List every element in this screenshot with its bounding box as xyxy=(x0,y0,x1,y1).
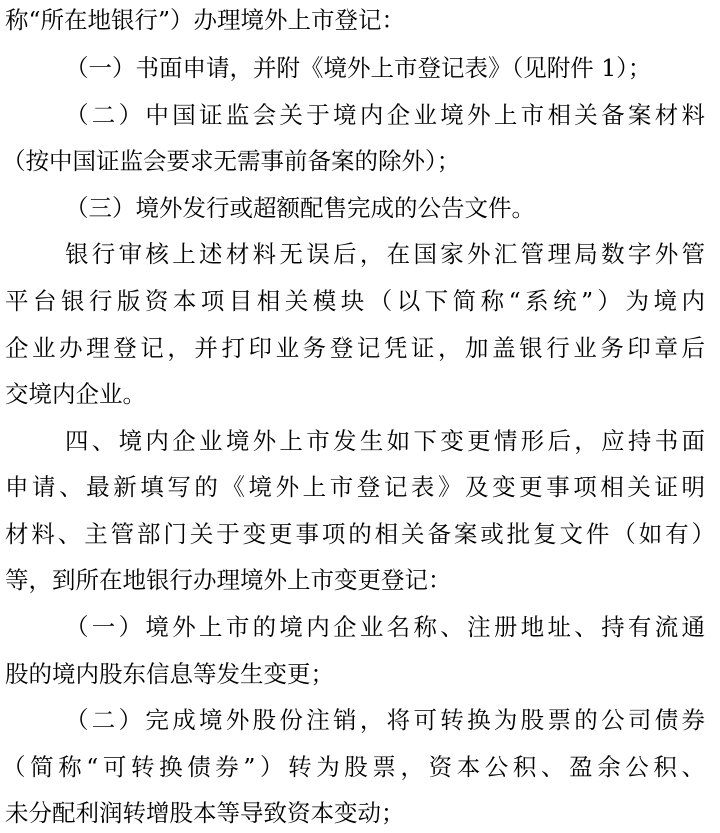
text-line: 股的境内股东信息等发生变更； xyxy=(5,660,334,688)
text-line: （二）中国证监会关于境内企业境外上市相关备案材料 xyxy=(65,101,705,129)
text-line: 申请、最新填写的《境外上市登记表》及变更事项相关证明 xyxy=(5,473,705,501)
text-line: （二）完成境外股份注销，将可转换为股票的公司债券 xyxy=(65,706,705,734)
text-line: 银行审核上述材料无误后，在国家外汇管理局数字外管 xyxy=(65,240,705,268)
text-line: （三）境外发行或超额配售完成的公告文件。 xyxy=(65,194,535,222)
text-line: 交境内企业。 xyxy=(5,380,146,408)
text-line: （一）书面申请，并附《境外上市登记表》（见附件 1）； xyxy=(65,54,652,82)
text-line: 四、境内企业境外上市发生如下变更情形后，应持书面 xyxy=(65,427,705,455)
text-line: 企业办理登记，并打印业务登记凭证，加盖银行业务印章后 xyxy=(5,334,705,362)
text-line: 未分配利润转增股本等导致资本变动； xyxy=(5,799,405,827)
text-line: 平台银行版资本项目相关模块（以下简称“系统”）为境内 xyxy=(5,287,705,315)
text-line: 称“所在地银行”）办理境外上市登记： xyxy=(5,6,406,34)
text-line: （按中国证监会要求无需事前备案的除外）； xyxy=(2,147,461,175)
text-line: 材料、主管部门关于变更事项的相关备案或批复文件（如有） xyxy=(5,520,715,548)
text-line: （一）境外上市的境内企业名称、注册地址、持有流通 xyxy=(65,613,705,641)
text-line: 等，到所在地银行办理境外上市变更登记： xyxy=(5,566,452,594)
text-line: （简称“可转换债券”）转为股票，资本公积、盈余公积、 xyxy=(2,753,705,781)
